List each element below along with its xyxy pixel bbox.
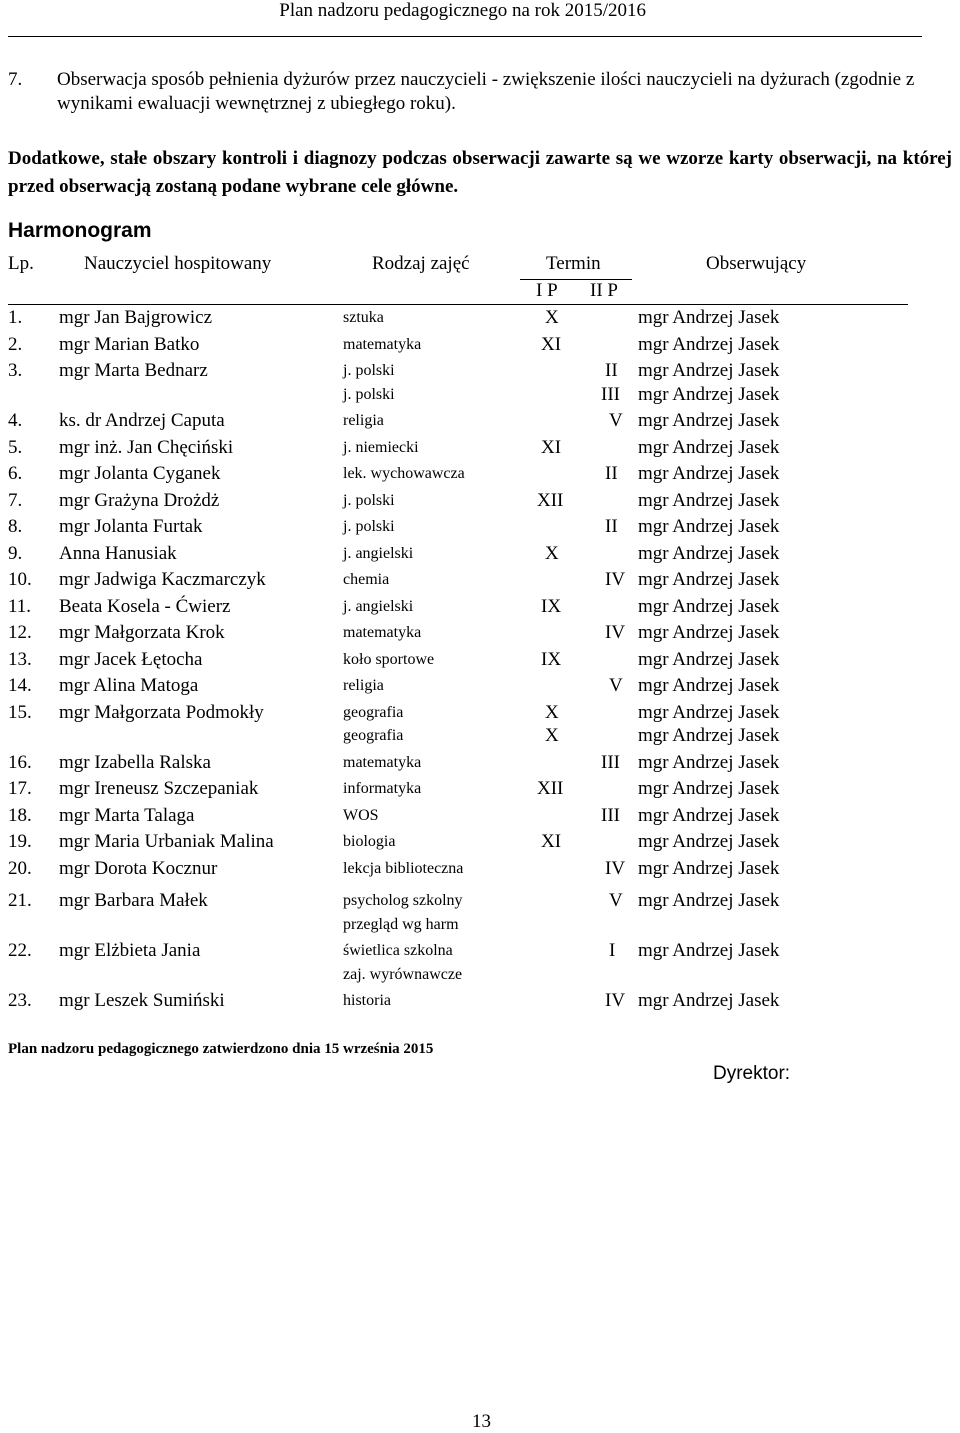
item-7-text: Obserwacja sposób pełnienia dyżurów przez nauczycieli - zwiększenie ilości nauczycieli na dyżurach (zgodnie z wynikami ewaluacji wewnętrznej z ubiegłego roku). <box>57 69 915 114</box>
observer-name: mgr Andrzej Jasek <box>638 516 780 537</box>
subject-name: j. polski <box>343 491 395 509</box>
row-number: 20. <box>8 857 32 879</box>
teacher-name: mgr Jolanta Cyganek <box>59 463 221 484</box>
term-sem2: IV <box>605 569 626 590</box>
item-7-number: 7. <box>8 69 23 90</box>
term-sem2: V <box>609 890 623 911</box>
row-number: 19. <box>8 831 32 852</box>
harmonogram-title: Harmonogram <box>8 219 152 242</box>
term-sem2: III <box>601 383 620 405</box>
subject-name: biologia <box>343 833 396 850</box>
subject-name: j. polski <box>343 385 395 403</box>
teacher-name: mgr Izabella Ralska <box>59 751 211 773</box>
header-observer: Obserwujący <box>706 253 807 274</box>
teacher-name: Anna Hanusiak <box>59 542 177 564</box>
teacher-name: mgr Jolanta Furtak <box>59 516 203 537</box>
header-teacher: Nauczyciel hospitowany <box>84 253 272 274</box>
row-number: 18. <box>8 804 32 826</box>
term-sem1: X <box>545 725 559 746</box>
observer-name: mgr Andrzej Jasek <box>638 383 780 405</box>
header-term: Termin <box>546 253 601 274</box>
subject-name: matematyka <box>343 335 422 353</box>
term-sem1: X <box>545 307 559 328</box>
page-number: 13 <box>472 1411 491 1432</box>
term-sem2: II <box>605 463 618 484</box>
subject-name: j. angielski <box>343 597 414 615</box>
header-rule <box>8 36 922 37</box>
row-number: 6. <box>8 463 23 484</box>
subject-name: geografia <box>343 727 404 744</box>
header-bottom-rule <box>8 304 908 305</box>
observer-name: mgr Andrzej Jasek <box>638 622 780 643</box>
observer-name: mgr Andrzej Jasek <box>638 857 780 879</box>
observer-name: mgr Andrzej Jasek <box>638 542 780 564</box>
observer-name: mgr Andrzej Jasek <box>638 725 780 746</box>
row-number: 1. <box>8 307 23 328</box>
term-sem1: X <box>545 701 559 723</box>
row-number: 3. <box>8 360 23 381</box>
subject-name: historia <box>343 992 391 1009</box>
row-number: 12. <box>8 622 32 643</box>
row-number: 11. <box>8 595 32 617</box>
observer-name: mgr Andrzej Jasek <box>638 648 780 670</box>
teacher-name: Beata Kosela - Ćwierz <box>59 595 231 617</box>
row-number: 22. <box>8 940 32 961</box>
observer-name: mgr Andrzej Jasek <box>638 804 780 826</box>
row-number: 17. <box>8 778 32 799</box>
term-sem2: V <box>609 410 623 431</box>
subject-name: lekcja biblioteczna <box>343 859 464 877</box>
observer-name: mgr Andrzej Jasek <box>638 595 780 617</box>
director-label: Dyrektor: <box>713 1063 791 1084</box>
teacher-name: mgr Jacek Łętocha <box>59 648 203 670</box>
term-sem2: III <box>601 804 620 826</box>
observer-name: mgr Andrzej Jasek <box>638 778 780 799</box>
observer-name: mgr Andrzej Jasek <box>638 831 780 852</box>
teacher-name: mgr Elżbieta Jania <box>59 940 201 961</box>
teacher-name: mgr Maria Urbaniak Malina <box>59 831 274 852</box>
term-sem2: IV <box>605 622 626 643</box>
subject-name: sztuka <box>343 309 384 326</box>
row-number: 23. <box>8 990 32 1011</box>
subject-name: psycholog szkolny <box>343 892 463 909</box>
header-term-sem1: I P <box>536 280 558 301</box>
term-sem1: X <box>545 542 559 564</box>
observer-name: mgr Andrzej Jasek <box>638 701 780 723</box>
teacher-name: mgr Dorota Kocznur <box>59 857 218 879</box>
term-sem1: XII <box>537 778 564 799</box>
header-lp: Lp. <box>8 253 34 274</box>
observer-name: mgr Andrzej Jasek <box>638 463 780 484</box>
teacher-name: ks. dr Andrzej Caputa <box>59 410 225 431</box>
subject-name: koło sportowe <box>343 650 435 668</box>
term-sem2: V <box>609 675 623 696</box>
header-subject: Rodzaj zajęć <box>372 253 470 274</box>
subject-name: informatyka <box>343 780 422 797</box>
subject-name: świetlica szkolna <box>343 942 453 959</box>
running-header: Plan nadzoru pedagogicznego na rok 2015/2016 <box>279 0 646 21</box>
term-sem2: II <box>605 360 618 381</box>
term-sem2: III <box>601 751 620 773</box>
teacher-name: mgr Jadwiga Kaczmarczyk <box>59 569 266 590</box>
teacher-name: mgr Ireneusz Szczepaniak <box>59 778 259 799</box>
observer-name: mgr Andrzej Jasek <box>638 940 780 961</box>
subject-name: geografia <box>343 703 404 721</box>
term-sem1: IX <box>541 595 562 617</box>
row-number: 10. <box>8 569 32 590</box>
row-number: 14. <box>8 675 32 696</box>
row-number: 4. <box>8 410 23 431</box>
subject-name: przegląd wg harm <box>343 915 459 933</box>
subject-name: religia <box>343 677 384 694</box>
row-number: 13. <box>8 648 32 670</box>
observer-name: mgr Andrzej Jasek <box>638 890 780 911</box>
teacher-name: mgr inż. Jan Chęciński <box>59 436 234 458</box>
row-number: 21. <box>8 890 32 911</box>
subject-name: religia <box>343 412 384 429</box>
subject-name: j. polski <box>343 518 395 535</box>
row-number: 16. <box>8 751 32 773</box>
teacher-name: mgr Barbara Małek <box>59 890 208 911</box>
observer-name: mgr Andrzej Jasek <box>638 436 780 458</box>
subject-name: j. niemiecki <box>343 438 419 456</box>
subject-name: lek. wychowawcza <box>343 465 465 482</box>
observer-name: mgr Andrzej Jasek <box>638 990 780 1011</box>
observer-name: mgr Andrzej Jasek <box>638 751 780 773</box>
subject-name: zaj. wyrównawcze <box>343 965 463 983</box>
term-sem2: IV <box>605 857 626 879</box>
term-sem1: XI <box>541 436 562 458</box>
observer-name: mgr Andrzej Jasek <box>638 675 780 696</box>
teacher-name: mgr Grażyna Drożdż <box>59 489 220 511</box>
term-sem1: XII <box>537 489 564 511</box>
row-number: 2. <box>8 333 23 355</box>
observer-name: mgr Andrzej Jasek <box>638 360 780 381</box>
subject-name: j. polski <box>343 362 395 379</box>
teacher-name: mgr Leszek Sumiński <box>59 990 225 1011</box>
observer-name: mgr Andrzej Jasek <box>638 307 780 328</box>
teacher-name: mgr Alina Matoga <box>59 675 199 696</box>
row-number: 15. <box>8 701 32 723</box>
subject-name: WOS <box>343 806 379 824</box>
term-sem1: IX <box>541 648 562 670</box>
observer-name: mgr Andrzej Jasek <box>638 569 780 590</box>
header-term-sem2: II P <box>590 280 618 301</box>
teacher-name: mgr Małgorzata Krok <box>59 622 225 643</box>
row-number: 8. <box>8 516 23 537</box>
observer-name: mgr Andrzej Jasek <box>638 489 780 511</box>
subject-name: chemia <box>343 571 390 588</box>
row-number: 7. <box>8 489 23 511</box>
term-sem2: IV <box>605 990 626 1011</box>
subject-name: matematyka <box>343 753 422 771</box>
subject-name: j. angielski <box>343 544 414 562</box>
observer-name: mgr Andrzej Jasek <box>638 410 780 431</box>
subject-name: matematyka <box>343 624 422 641</box>
teacher-name: mgr Małgorzata Podmokły <box>59 701 264 723</box>
approval-note: Plan nadzoru pedagogicznego zatwierdzono dnia 15 września 2015 <box>8 1041 434 1057</box>
term-sem2: I <box>609 940 616 961</box>
teacher-name: mgr Jan Bajgrowicz <box>59 307 213 328</box>
row-number: 9. <box>8 542 23 564</box>
term-sem2: II <box>605 516 618 537</box>
row-number: 5. <box>8 436 23 458</box>
teacher-name: mgr Marta Talaga <box>59 804 195 826</box>
term-sem1: XI <box>541 333 562 355</box>
observer-name: mgr Andrzej Jasek <box>638 333 780 355</box>
teacher-name: mgr Marian Batko <box>59 333 200 355</box>
teacher-name: mgr Marta Bednarz <box>59 360 208 381</box>
term-sem1: XI <box>541 831 562 852</box>
additional-text: Dodatkowe, stałe obszary kontroli i diagnozy podczas obserwacji zawarte są we wzorze karty obserwacji, na której przed obserwacją zostaną podane wybrane cele główne. <box>8 148 952 197</box>
